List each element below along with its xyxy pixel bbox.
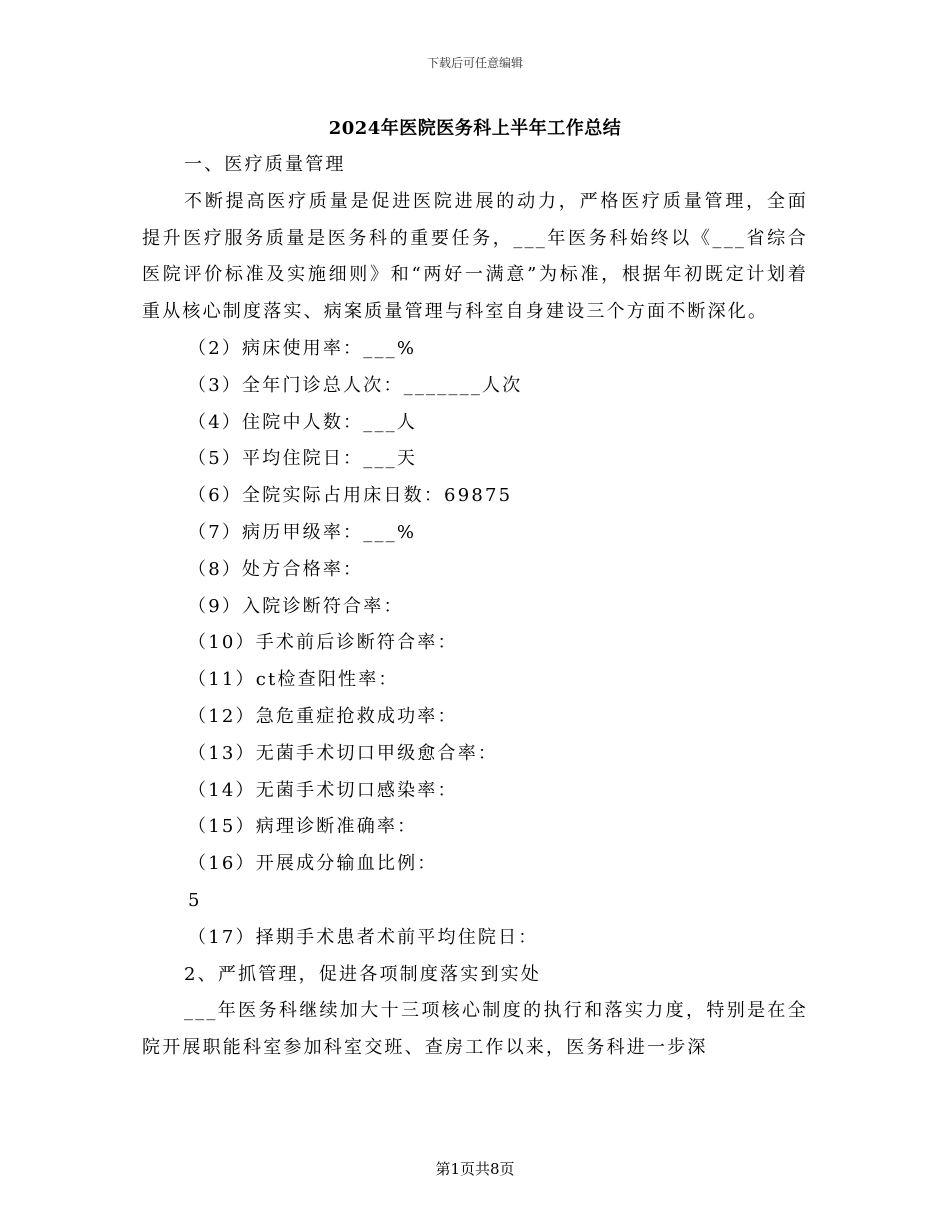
list-item: （9）入院诊断符合率： [188, 595, 404, 617]
page-header: 下载后可任意编辑 [426, 56, 523, 70]
list-item: （4）住院中人数：___人 [188, 411, 418, 433]
page-indicator: 第1页共8页 [435, 1160, 515, 1178]
list-item: （5）平均住院日：___天 [188, 448, 418, 470]
document-title: 2024年医院医务科上半年工作总结 [328, 118, 622, 139]
section-heading: 一、医疗质量管理 [184, 154, 346, 175]
list-item: （7）病历甲级率：___% [188, 521, 417, 543]
intro-paragraph: 不断提高医疗质量是促进医院进展的动力，严格医疗质量管理，全面提升医疗服务质量是医务科的重要任务，___年医务科始终以《___省综合医院评价标准及实施细则》和“两好一满意”为标准，根据年初既定计划着重从核心制度落实、病案质量管理与科室自身建设三个方面不断深化。 [142, 190, 808, 323]
list-item: （15）病理诊断准确率： [188, 816, 418, 838]
list-item: （14）无菌手术切口感染率： [188, 779, 458, 801]
list-item: （13）无菌手术切口甲级愈合率： [188, 742, 499, 764]
list-item: （3）全年门诊总人次：_______人次 [188, 374, 523, 396]
list-item: （17）择期手术患者术前平均住院日： [188, 926, 539, 948]
section-heading: 2、严抓管理，促进各项制度落实到实处 [184, 963, 542, 985]
list-item: （2）病床使用率：___% [188, 337, 417, 359]
stray-number: 5 [188, 889, 201, 911]
closing-paragraph: ___年医务科继续加大十三项核心制度的执行和落实力度，特别是在全院开展职能科室参加科室交班、查房工作以来，医务科进一步深 [142, 1000, 808, 1059]
document-body [142, 147, 808, 1067]
list-item: （8）处方合格率： [188, 558, 364, 580]
list-item: （6）全院实际占用床日数：69875 [188, 485, 513, 507]
list-item: （16）开展成分输血比例： [188, 853, 438, 875]
list-item: （11）ct检查阳性率： [188, 669, 399, 691]
list-item: （10）手术前后诊断符合率： [188, 632, 458, 654]
list-item: （12）急危重症抢救成功率： [188, 705, 458, 727]
